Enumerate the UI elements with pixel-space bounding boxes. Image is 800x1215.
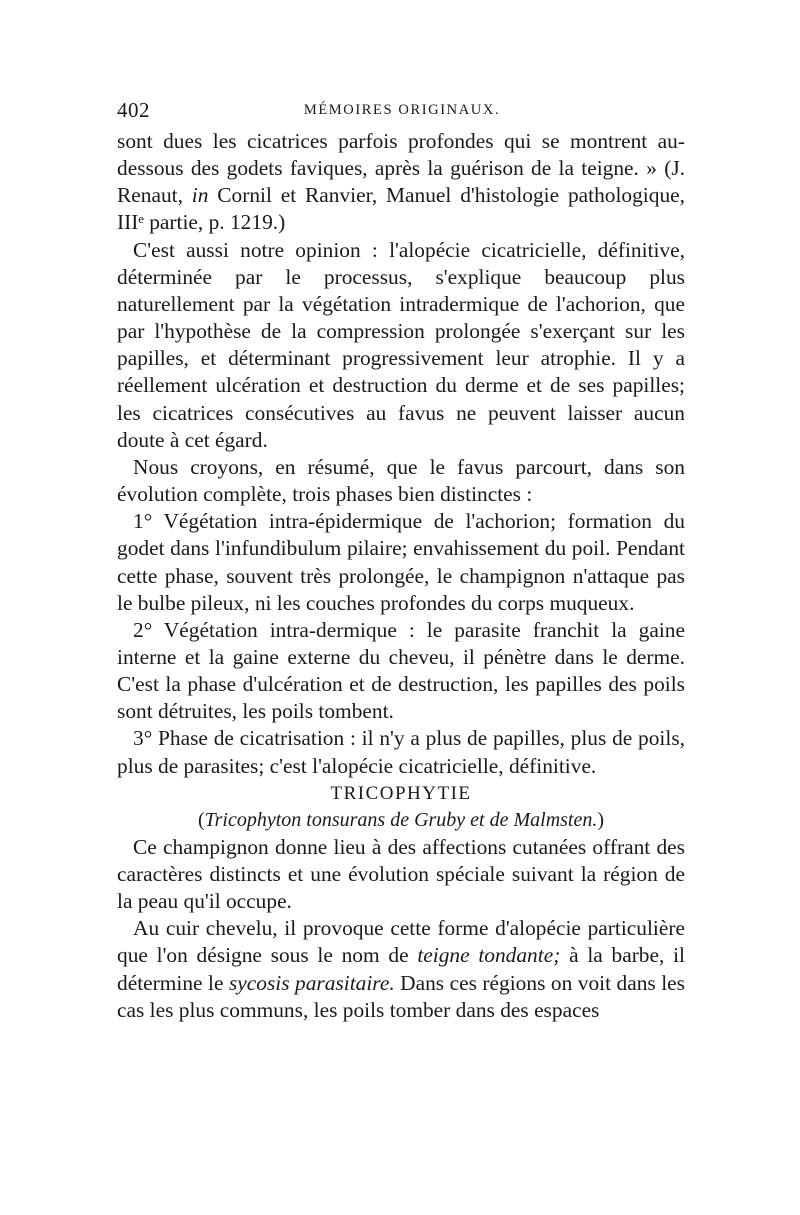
paragraph: [117, 128, 685, 237]
page-body: [117, 128, 685, 1024]
subtitle-text: Tricophyton tonsurans de Gruby et de Malmsten.: [204, 808, 598, 831]
italic-text: teigne tondante;: [417, 943, 561, 968]
paragraph: Ce champignon donne lieu à des affections cutanées offrant des caractères distincts et une évolution spéciale suivant la région de la peau qu'il occupe.: [117, 834, 685, 914]
paragraph-text: Dans ces régions on voit dans les cas les plus communs, les poils tomber dans des espaces: [117, 970, 685, 1022]
subtitle-paren-open: (: [197, 808, 205, 831]
paragraph-text: Au cuir chevelu, il provoque cette forme d'alopécie particulière que l'on désigne sous le nom de: [117, 916, 685, 968]
page-header: [117, 98, 687, 124]
list-item-phase-1: 1° Végétation intra-épidermique de l'achorion; formation du godet dans l'infundibulum pilaire; envahissement du poil. Pendant cette phase, souvent très prolongée, le champignon n'attaque pas le bulbe pileux, ni les couches profondes du corps muqueux.: [117, 509, 685, 615]
paragraph-text: à la barbe, il détermine le: [117, 943, 685, 995]
list-item-phase-3: 3° Phase de cicatrisation : il n'y a plus de papilles, plus de poils, plus de parasites; c'est l'alopécie cicatricielle, définitive.: [117, 726, 685, 778]
italic-text: sycosis parasitaire.: [228, 970, 395, 995]
paragraph-text: Cornil et Ranvier, Manuel d'histologie pathologique, IIIᵉ partie, p. 1219.): [117, 183, 685, 235]
section-subtitle: [117, 807, 685, 834]
list-item-phase-2: 2° Végétation intra-dermique : le parasite franchit la gaine interne et la gaine externe du cheveu, il pénètre dans le derme. C'est la phase d'ulcération et de destruction, les papilles des poils sont détruites, les poils tombent.: [117, 617, 685, 724]
page-number: 402: [117, 98, 150, 122]
paragraph: C'est aussi notre opinion : l'alopécie cicatricielle, définitive, déterminée par le processus, s'explique beaucoup plus naturellement par la végétation intradermique de l'achorion, que par l'hypothèse de la compression prolongée s'exerçant sur les papilles, et déterminant progressivement leur atrophie. Il y a réellement ulcération et destruction du derme et de ses papilles; les cicatrices consécutives au favus ne peuvent laisser aucun doute à cet égard.: [117, 237, 685, 452]
italic-text: in: [191, 183, 209, 208]
subtitle-paren-close: ): [597, 808, 605, 831]
paragraph: Nous croyons, en résumé, que le favus parcourt, dans son évolution complète, trois phases bien distinctes :: [117, 454, 685, 507]
paragraph-text: sont dues les cicatrices parfois profondes qui se montrent au-dessous des godets faviques, après la guérison de la teigne. » (J. Renaut,: [117, 129, 685, 208]
paragraph: [117, 915, 685, 1024]
section-title: TRICOPHYTIE: [330, 782, 472, 804]
running-head: MÉMOIRES ORIGINAUX.: [303, 102, 501, 118]
